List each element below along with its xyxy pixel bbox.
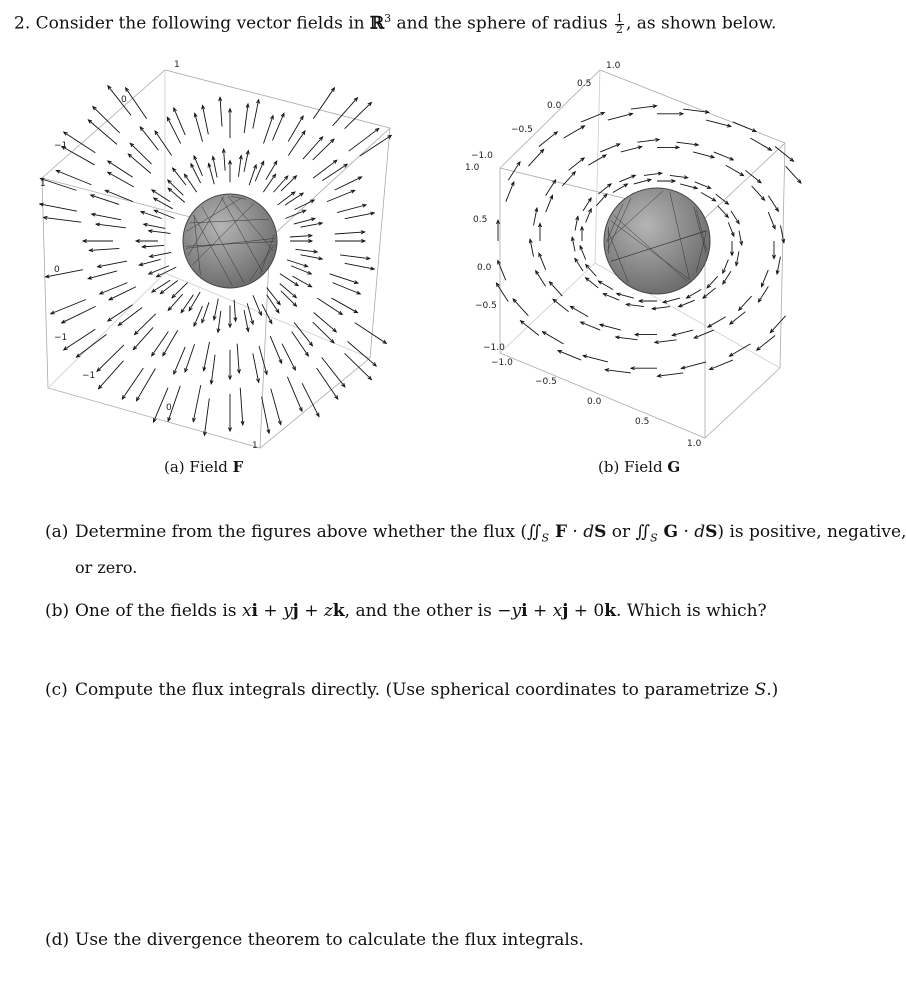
vector-arrow	[163, 330, 178, 356]
field-g-symbol: G	[657, 522, 679, 542]
vector-arrow	[539, 132, 557, 147]
vector-arrow	[546, 180, 556, 196]
vector-arrow	[600, 325, 621, 330]
vector-arrow	[600, 144, 620, 152]
vector-arrow	[40, 204, 77, 211]
vector-arrow	[191, 164, 201, 183]
question-b-mid-text: , and the other is −	[344, 601, 512, 621]
figure-b-tick: 1.0	[606, 61, 621, 71]
vector-arrow	[172, 283, 188, 298]
vector-arrow	[348, 341, 377, 365]
vector-arrow	[51, 300, 86, 314]
vector-arrow	[280, 274, 298, 286]
vector-arrow	[683, 109, 709, 112]
radius-fraction	[615, 11, 624, 36]
vector-arrow	[498, 261, 506, 281]
figure-b-tick: 0.5	[473, 215, 488, 225]
vector-arrow	[128, 154, 151, 173]
vector-arrow	[693, 152, 714, 157]
vector-arrow	[731, 211, 739, 224]
vector-arrow	[272, 113, 283, 140]
vector-arrow	[89, 248, 119, 250]
caption-a-prefix: (a) Field	[164, 458, 233, 476]
question-d-text: Use the divergence theorem to calculate the flux integrals.	[75, 930, 584, 950]
vector-arrow	[108, 172, 134, 187]
vector-arrow	[152, 190, 170, 202]
intro-text: Consider the following vector fields in	[35, 13, 370, 34]
vector-arrow	[174, 108, 185, 135]
vector-arrow	[56, 170, 91, 184]
vector-arrow	[672, 330, 693, 335]
question-d-label: (d)	[45, 930, 70, 950]
vector-arrow	[287, 260, 308, 267]
vector-arrow	[586, 278, 599, 288]
vector-arrow	[88, 271, 117, 279]
vector-arrow	[267, 295, 279, 313]
var-x: x	[552, 601, 563, 621]
vector-arrow	[345, 213, 374, 219]
vector-arrow	[174, 347, 185, 374]
vector-arrow	[281, 176, 297, 191]
vector-arrow	[726, 165, 744, 175]
vector-arrow	[581, 113, 604, 122]
vector-arrow	[681, 362, 706, 368]
vector-arrow	[314, 313, 337, 332]
vector-arrow	[608, 114, 633, 120]
vector-arrow	[202, 105, 208, 134]
figure-a-tick: 0	[121, 95, 127, 105]
vector-arrow	[345, 102, 372, 128]
problem-statement	[14, 12, 776, 35]
vector-arrow	[98, 261, 127, 267]
vector-arrow	[285, 210, 305, 218]
vector-arrow	[253, 295, 261, 315]
vector-arrow	[285, 193, 303, 205]
question-d	[45, 930, 584, 950]
vector-arrow	[580, 246, 586, 260]
vector-arrow	[295, 249, 317, 252]
vector-arrow	[244, 104, 248, 133]
vector-arrow	[317, 368, 338, 399]
vector-arrow	[657, 373, 683, 376]
vector-arrow	[694, 330, 714, 338]
vector-arrow	[204, 342, 210, 371]
vector-arrow	[189, 292, 200, 311]
question-b-end-text: . Which is which?	[616, 601, 767, 621]
question-b-label: (b)	[45, 601, 70, 621]
vector-arrow	[761, 270, 768, 287]
vector-arrow	[76, 334, 106, 357]
unit-k: k	[332, 601, 345, 621]
vector-arrow	[287, 377, 302, 411]
vector-arrow	[605, 370, 631, 373]
vector-arrow	[313, 139, 334, 160]
vector-arrow	[317, 298, 342, 314]
vector-arrow	[282, 344, 295, 370]
vector-arrow	[271, 389, 281, 425]
vector-arrow	[345, 263, 374, 269]
figure-b-tick: 0.5	[577, 79, 592, 89]
vector-arrow	[539, 253, 546, 270]
unit-j: j	[562, 601, 569, 621]
vector-arrow	[288, 131, 305, 155]
vector-arrow	[209, 163, 215, 184]
unit-i: i	[521, 601, 528, 621]
vector-arrow	[695, 182, 711, 189]
vector-arrow	[278, 192, 295, 205]
vector-arrow	[679, 300, 695, 307]
question-a-continuation-text: or zero.	[75, 558, 138, 577]
vector-arrow	[167, 117, 180, 143]
vector-arrow	[44, 217, 82, 222]
vector-arrow	[155, 131, 172, 155]
figure-a-tick: 0	[166, 403, 172, 413]
unit-j: j	[292, 601, 299, 621]
figure-a-tick: 1	[40, 179, 46, 189]
vector-arrow	[181, 295, 193, 313]
vector-arrow	[739, 296, 752, 310]
vector-arrow	[758, 286, 768, 302]
vector-arrow	[267, 288, 280, 305]
vector-arrow	[220, 97, 222, 126]
vector-arrow	[750, 138, 771, 150]
dot-d-text: · d	[678, 522, 706, 542]
vector-arrow	[157, 267, 177, 277]
dot-d-text: · d	[567, 522, 595, 542]
vector-arrow	[237, 344, 239, 373]
question-b-text: One of the fields is	[75, 601, 242, 621]
vector-arrow	[185, 344, 195, 372]
vector-arrow	[355, 323, 387, 344]
vector-arrow	[204, 398, 209, 435]
vector-arrow	[536, 271, 546, 287]
figure-b-sphere	[604, 188, 710, 294]
vector-arrow	[716, 194, 729, 204]
figure-a-tick: −1	[54, 141, 68, 151]
vector-arrow	[546, 195, 553, 212]
vector-arrow	[558, 351, 581, 360]
vector-arrow	[211, 355, 215, 384]
vector-s-symbol: S	[705, 522, 718, 542]
vector-arrow	[335, 177, 362, 190]
vector-arrow	[133, 327, 153, 349]
vector-arrow	[294, 200, 314, 210]
vector-arrow	[562, 172, 575, 186]
vector-arrow	[263, 116, 273, 144]
vector-arrow	[496, 283, 508, 302]
vector-arrow	[154, 198, 173, 209]
vector-arrow	[202, 302, 209, 322]
vector-arrow	[149, 231, 171, 234]
vector-arrow	[337, 205, 366, 213]
vector-arrow	[281, 291, 297, 306]
vector-arrow	[528, 149, 543, 166]
vector-arrow	[723, 271, 731, 284]
vector-arrow	[631, 106, 657, 109]
caption-b-prefix: (b) Field	[598, 458, 668, 476]
surface-s: S	[754, 680, 767, 700]
figure-b-tick: −1.0	[483, 343, 505, 353]
vector-arrow	[152, 280, 170, 292]
vector-arrow	[249, 165, 256, 185]
problem-number: 2.	[14, 13, 31, 34]
question-b	[45, 601, 767, 621]
vector-arrow	[768, 196, 778, 212]
vector-arrow	[270, 336, 281, 363]
surface-subscript: S	[650, 531, 658, 545]
vector-arrow	[62, 306, 96, 323]
vector-arrow	[508, 162, 520, 181]
question-c	[45, 680, 778, 700]
surface-subscript: S	[541, 531, 550, 545]
vector-arrow	[273, 176, 287, 192]
vector-arrow	[313, 88, 334, 119]
vector-arrow	[335, 232, 365, 234]
vector-arrow	[173, 168, 186, 185]
vector-arrow	[194, 306, 202, 326]
vector-arrow	[581, 322, 601, 330]
vector-arrow	[130, 143, 151, 164]
unit-k: k	[604, 601, 617, 621]
vector-arrow	[723, 260, 729, 274]
vector-arrow	[91, 195, 119, 204]
vector-arrow	[687, 290, 702, 298]
var-z: z	[323, 601, 333, 621]
figure-b-tick: 1.0	[687, 439, 702, 449]
plus-zero: + 0	[568, 601, 605, 621]
vector-arrow	[543, 332, 564, 344]
vector-arrow	[292, 331, 309, 355]
vector-arrow	[598, 281, 613, 289]
vector-arrow	[108, 305, 133, 321]
var-x: x	[241, 601, 252, 621]
reals-symbol: ℝ	[370, 13, 385, 34]
vector-arrow	[195, 113, 203, 141]
vector-arrow	[141, 212, 162, 219]
vector-arrow	[126, 88, 147, 119]
caption-b-field: G	[667, 458, 681, 476]
vector-arrow	[294, 322, 312, 345]
figure-a-tick: −1	[54, 333, 68, 343]
vector-arrow	[92, 214, 121, 220]
vector-arrow	[88, 120, 117, 144]
vector-arrow	[728, 222, 734, 236]
vector-arrow	[259, 346, 267, 374]
vector-arrow	[718, 206, 729, 218]
figure-b-tick: −1.0	[491, 358, 513, 368]
figure-a-tick: 0	[54, 265, 60, 275]
plus: +	[258, 601, 284, 621]
vector-arrow	[564, 126, 585, 138]
vector-arrow	[240, 388, 243, 425]
vector-arrow	[333, 283, 361, 294]
figure-b-caption	[598, 458, 680, 476]
vector-arrow	[303, 137, 323, 159]
vector-arrow	[322, 357, 345, 386]
vector-arrow	[349, 128, 379, 151]
vector-arrow	[262, 397, 269, 434]
vector-arrow	[553, 299, 569, 311]
vector-arrow	[733, 122, 756, 131]
vector-arrow	[313, 160, 337, 178]
figure-b-tick: 0.0	[547, 101, 562, 111]
figure-b-tick: 0.5	[635, 417, 650, 427]
question-c-text: Compute the flux integrals directly. (Use spherical coordinates to parametrize	[75, 680, 755, 700]
vector-arrow	[93, 107, 120, 133]
or-text: or ∬	[606, 522, 651, 542]
vector-arrow	[360, 135, 392, 156]
vector-arrow	[729, 344, 750, 356]
vector-arrow	[706, 120, 731, 126]
reals-exponent: 3	[384, 12, 392, 25]
vector-arrow	[752, 186, 765, 200]
vector-arrow	[714, 152, 734, 160]
vector-arrow	[586, 209, 592, 223]
vector-arrow	[588, 155, 606, 165]
figure-b-plot	[455, 58, 835, 458]
vector-arrow	[327, 190, 355, 201]
vector-arrow	[701, 192, 716, 200]
vector-arrow	[710, 360, 733, 369]
vector-arrow	[135, 314, 156, 335]
vector-arrow	[768, 212, 775, 229]
figure-b-tick: 0.0	[477, 263, 492, 273]
vector-arrow	[97, 345, 124, 371]
vector-arrow	[621, 147, 642, 152]
vector-arrow	[263, 174, 275, 192]
vector-arrow	[294, 218, 315, 224]
vector-arrow	[583, 198, 591, 211]
vector-arrow	[549, 282, 562, 296]
intro-end-text: , as shown below.	[625, 13, 777, 34]
vector-arrow	[708, 317, 726, 327]
vector-arrow	[333, 98, 358, 126]
vector-arrow	[513, 299, 528, 316]
plus: +	[527, 601, 553, 621]
figure-a-caption	[164, 458, 243, 476]
vector-arrow	[613, 184, 628, 192]
figure-b-tick: 0.0	[587, 397, 602, 407]
vector-arrow	[521, 321, 539, 336]
intro-mid-text: and the sphere of radius	[391, 13, 613, 34]
vector-arrow	[168, 180, 184, 195]
vector-arrow	[100, 283, 128, 294]
question-a-text: Determine from the figures above whether the flux (∬	[75, 522, 542, 542]
vector-arrow	[569, 158, 585, 170]
vector-arrow	[786, 166, 801, 183]
vector-arrow	[596, 194, 607, 206]
vector-arrow	[757, 335, 775, 350]
vector-arrow	[583, 356, 608, 362]
vector-arrow	[253, 100, 259, 129]
radius-denominator: 2	[615, 22, 623, 36]
vector-arrow	[730, 312, 746, 324]
vector-arrow	[140, 127, 158, 150]
vector-arrow	[253, 353, 259, 382]
unit-i: i	[251, 601, 258, 621]
figure-b-tick: 1.0	[465, 163, 480, 173]
figure-b-tick: −0.5	[475, 301, 497, 311]
var-y: y	[283, 601, 293, 621]
vector-arrow	[575, 258, 583, 271]
var-y: y	[511, 601, 522, 621]
vector-arrow	[139, 259, 160, 265]
figure-b-tick: −0.5	[511, 125, 533, 135]
vector-arrow	[40, 179, 76, 191]
vector-arrow	[46, 270, 83, 277]
vector-arrow	[96, 224, 126, 228]
vector-arrow	[707, 276, 718, 288]
vector-arrow	[330, 274, 358, 283]
question-a	[45, 522, 906, 544]
figure-a-plot	[30, 58, 420, 458]
figure-b-tick: −1.0	[471, 151, 493, 161]
field-f-symbol: F	[549, 522, 568, 542]
vector-arrow	[168, 188, 185, 202]
vector-s-symbol: S	[594, 522, 607, 542]
vector-arrow	[160, 281, 177, 294]
vector-arrow	[152, 331, 169, 355]
figure-b-tick: −0.5	[535, 377, 557, 387]
vector-arrow	[506, 182, 514, 202]
figure-a-tick: −1	[82, 371, 96, 381]
vector-arrow	[99, 361, 124, 389]
vector-arrow	[193, 385, 200, 422]
figure-a-tick: 1	[174, 60, 180, 70]
question-c-end: .)	[766, 680, 779, 700]
vector-arrow	[570, 306, 588, 316]
question-a-label: (a)	[45, 522, 69, 542]
question-a-text-end: ) is positive, negative,	[717, 522, 906, 542]
figure-a-tick: 1	[252, 441, 258, 451]
vector-arrow	[280, 284, 297, 298]
question-a-continuation	[75, 558, 137, 577]
vector-arrow	[603, 294, 619, 301]
question-c-label: (c)	[45, 680, 68, 700]
vector-arrow	[745, 170, 761, 182]
vector-arrow	[598, 184, 611, 194]
caption-a-field: F	[232, 458, 244, 476]
vector-arrow	[149, 266, 169, 274]
vector-arrow	[313, 322, 334, 343]
vector-arrow	[770, 316, 785, 333]
vector-arrow	[118, 307, 142, 325]
vector-arrow	[340, 255, 370, 259]
vector-arrow	[619, 175, 635, 182]
vector-arrow	[247, 303, 253, 324]
radius-numerator: 1	[615, 11, 623, 25]
vector-arrow	[184, 174, 196, 192]
plus: +	[298, 601, 324, 621]
